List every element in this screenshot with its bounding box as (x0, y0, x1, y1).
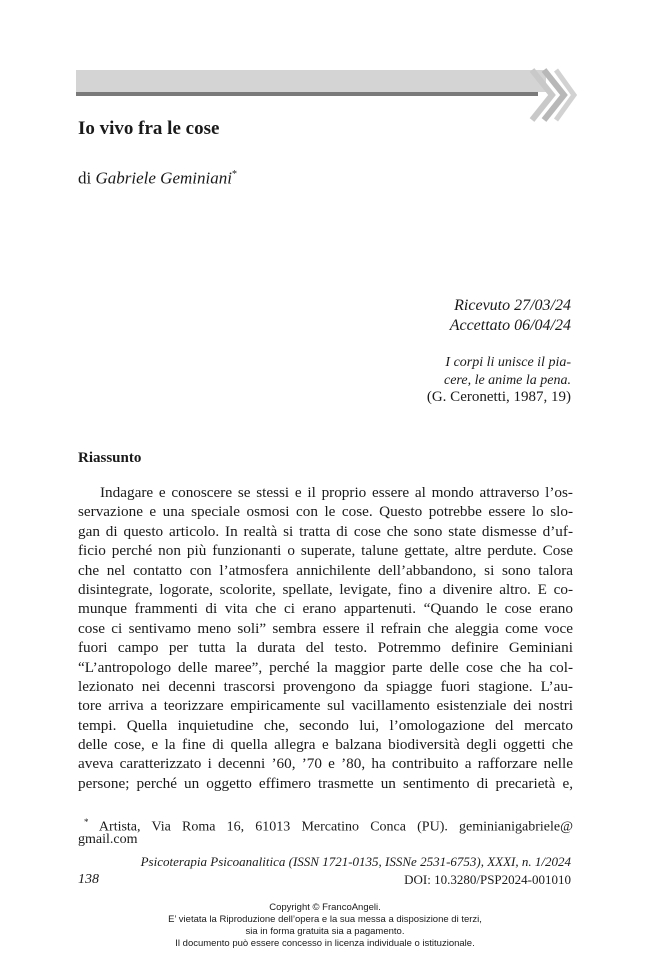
abstract-line: servazione e una speciale osmosi con le cose. Questo potrebbe essere lo slo- (78, 503, 573, 521)
abstract-line: “L’antropologo delle maree”, perché la maggior parte delle cose che ha col- (78, 658, 573, 676)
footnote-text: gmail.com (78, 832, 138, 847)
author-name: Gabriele Geminiani (95, 168, 232, 188)
footnote-mark: * (84, 817, 89, 827)
abstract-body (78, 483, 573, 793)
author-footnote (78, 813, 573, 849)
abstract-line: cose ci sentivamo meno soli” sembra essere il refrain che aleggia come voce (78, 619, 573, 637)
submission-dates (450, 296, 571, 336)
chevron-arrows-icon (526, 66, 578, 124)
abstract-line: disintegrate, logorate, scolorite, spellate, levigate, fino a divenire altro. E co- (78, 580, 573, 598)
abstract-line: tore arriva a teorizzare empiricamente sul vacillamento esistenziale dei nostri (78, 697, 573, 715)
abstract-line: ficio perché non più funzionanti o superate, talune gettate, altre perdute. Cose (78, 542, 573, 560)
epigraph-line: I corpi li unisce il pia- (445, 355, 571, 370)
copyright-line: E’ vietata la Riproduzione dell’opera e la sua messa a disposizione di terzi, (168, 914, 482, 925)
abstract-line: persone; perché un oggetto effimero trasmette un sentimento di precarietà e, (78, 774, 573, 792)
abstract-line: gan di questo articolo. In realtà si tratta di cose che sono state dismesse d’uf- (78, 522, 573, 540)
abstract-heading: Riassunto (78, 450, 142, 466)
epigraph (427, 354, 571, 407)
copyright-notice (0, 902, 650, 950)
header-band (76, 70, 546, 92)
abstract-line: Indagare e conoscere se stessi e il proprio essere al mondo attraverso l’os- (100, 484, 573, 501)
abstract-line: aveva caratterizzato i decenni ’60, ’70 e ’80, ha contribuito a rafforzare nelle (78, 755, 573, 773)
abstract-line: delle cose, e la fine di quella allegra e balzana biodiversità degli oggetti che (78, 736, 573, 754)
article-title: Io vivo fra le cose (78, 118, 220, 139)
epigraph-source: (G. Ceronetti, 1987, 19) (426, 389, 571, 405)
footnote-text: Artista, Via Roma 16, 61013 Mercatino Conca (PU). geminianigabriele@ (98, 819, 573, 835)
abstract-line: tempi. Quella inquietudine che, secondo lui, l’omologazione del mercato (78, 716, 573, 734)
abstract-line: che nel contatto con l’atmosfera annichilente dell’abbandono, si sono talora (78, 561, 573, 579)
page-number: 138 (78, 872, 99, 887)
abstract-line: fuori campo per tutta la durata del testo. Potremmo definire Geminiani (78, 639, 573, 657)
journal-citation: Psicoterapia Psicoanalitica (ISSN 1721-0135, ISSNe 2531-6753), XXXI, n. 1/2024 (140, 854, 571, 869)
header-rule (76, 92, 538, 96)
copyright-line: sia in forma gratuita sia a pagamento. (245, 926, 405, 937)
epigraph-line: cere, le anime la pena. (444, 372, 571, 388)
byline (78, 164, 237, 190)
doi: DOI: 10.3280/PSP2024-001010 (404, 872, 571, 887)
accepted-date: Accettato 06/04/24 (449, 317, 571, 334)
copyright-line: Il documento può essere concesso in licenza individuale o istituzionale. (175, 938, 475, 949)
abstract-line: munque frammenti di vita che ci erano appartenuti. “Quando le cose erano (78, 600, 573, 618)
byline-prefix: di (78, 168, 92, 188)
author-footnote-mark: * (231, 169, 237, 180)
copyright-line: Copyright © FrancoAngeli. (269, 902, 381, 913)
abstract-line: lezionato nei decenni trascorsi provengono da spiagge fuori stagione. L’au- (78, 677, 573, 695)
received-date: Ricevuto 27/03/24 (454, 297, 571, 314)
